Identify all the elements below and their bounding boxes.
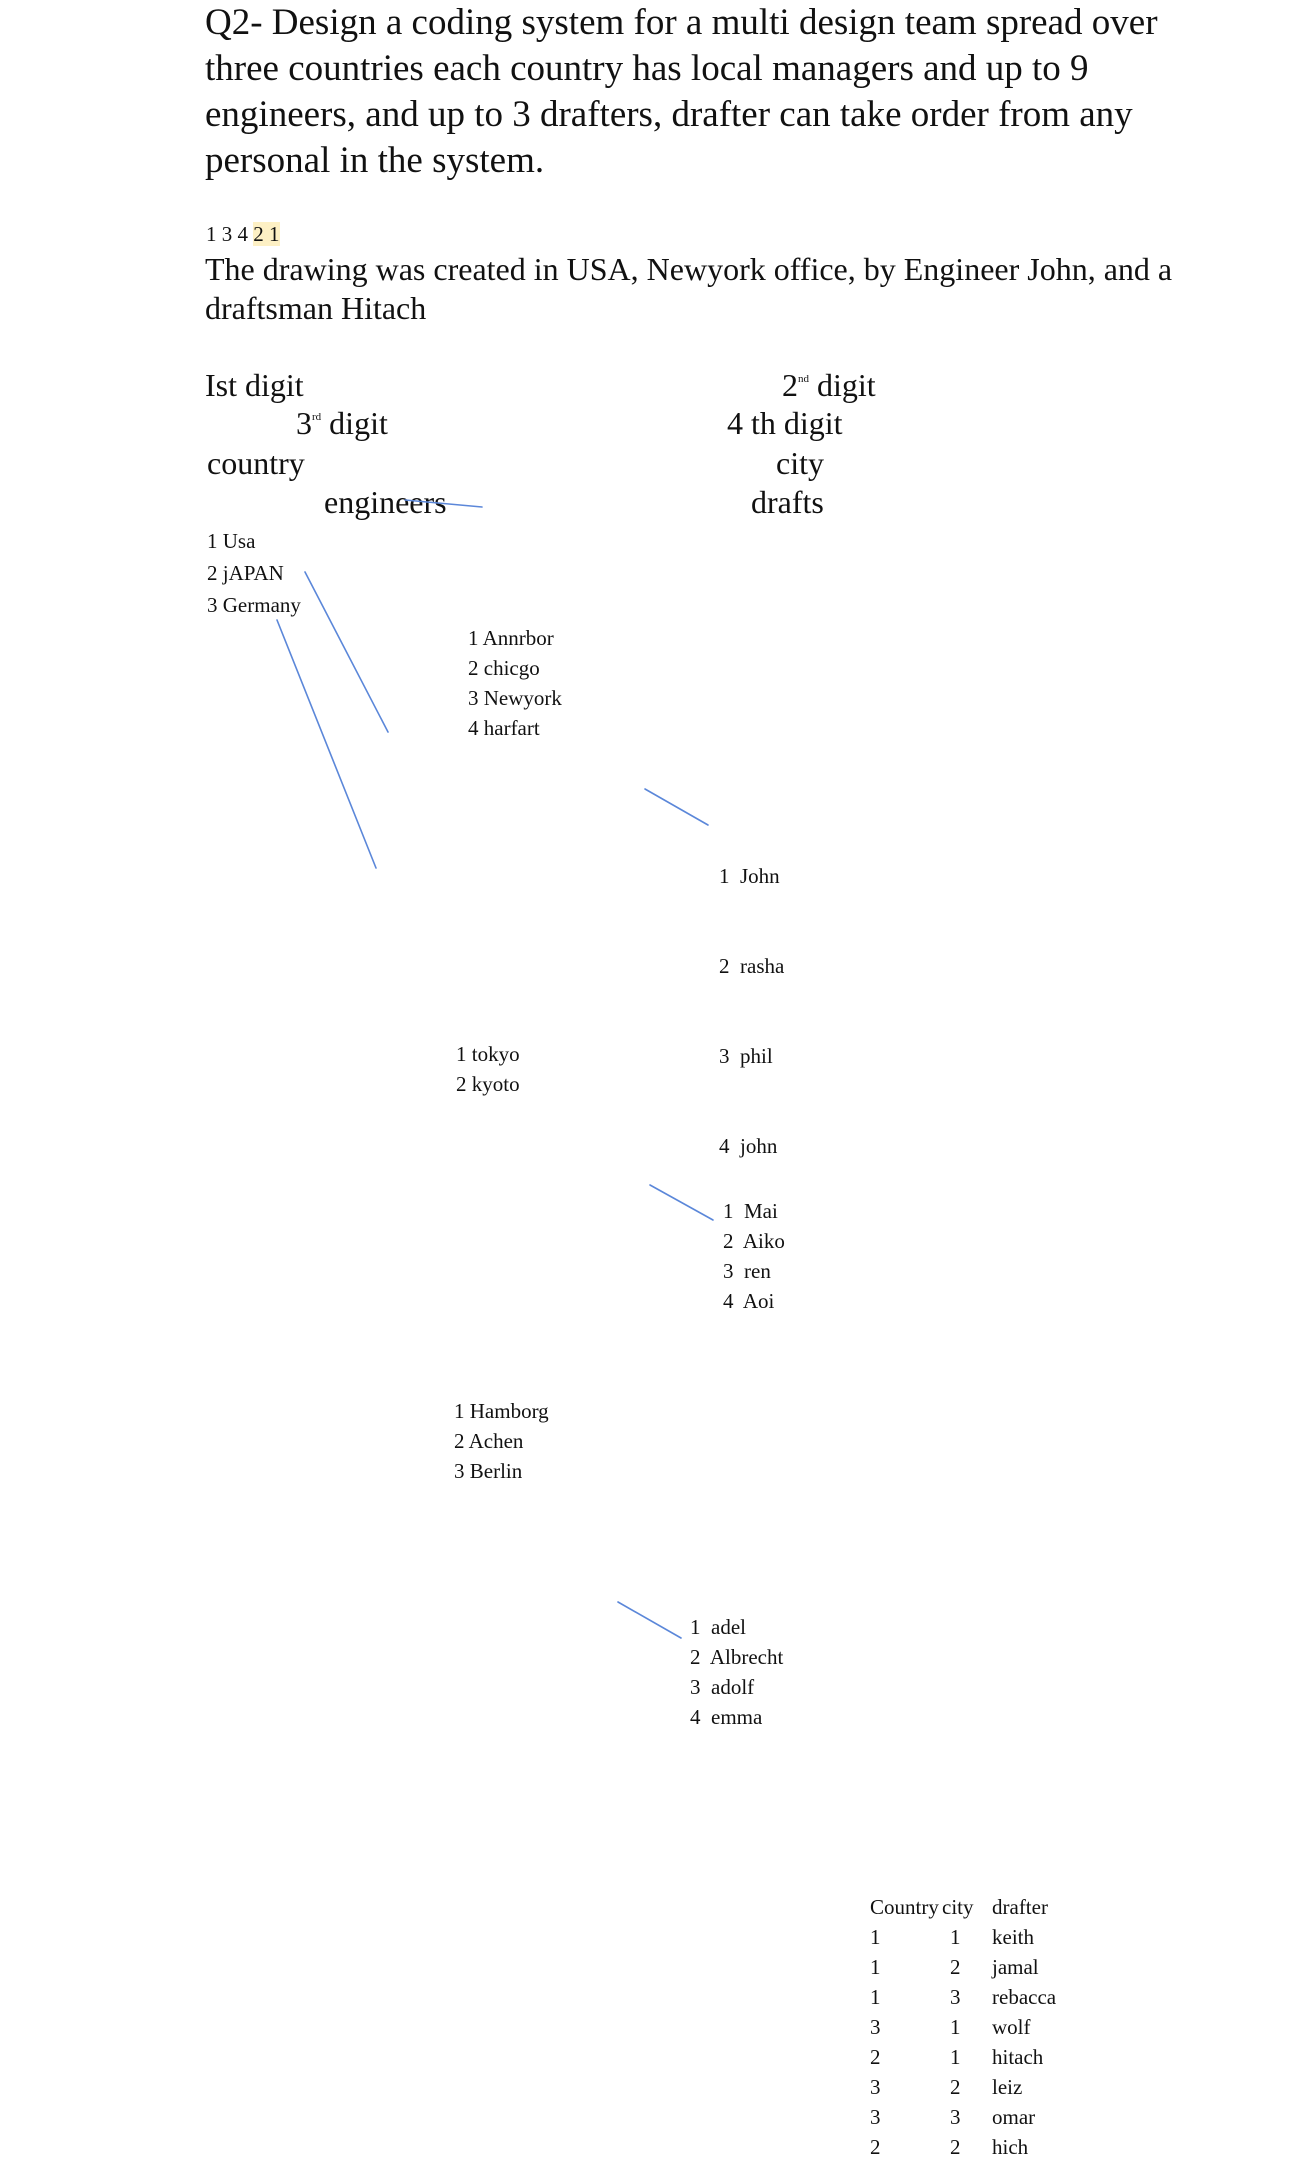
- engineers-label: engineers: [324, 484, 447, 520]
- row-country: 3: [870, 2104, 881, 2129]
- engineer-item: 3 adolf: [690, 1675, 755, 1699]
- row-city: 1: [950, 2014, 961, 2039]
- row-drafter: keith: [992, 1924, 1034, 1949]
- third-digit-number: 3: [296, 405, 312, 441]
- country-label: country: [207, 445, 305, 481]
- city-item: 4 harfart: [468, 716, 540, 740]
- japan-engineer-connector-line: [650, 1185, 713, 1220]
- table-row: [870, 2012, 1056, 2042]
- header-drafter: drafter: [992, 1894, 1048, 1919]
- row-city: 3: [950, 1984, 961, 2009]
- city-item: 3 Berlin: [454, 1459, 523, 1483]
- row-city: 2: [950, 2074, 961, 2099]
- city-item: 2 Achen: [454, 1429, 524, 1453]
- drafter-table: [870, 1892, 1056, 2162]
- third-digit-word: digit: [321, 405, 388, 441]
- row-drafter: omar: [992, 2104, 1036, 2129]
- engineer-item: 2 Aiko: [723, 1229, 785, 1253]
- engineer-item: 1 adel: [690, 1615, 746, 1639]
- example-description: The drawing was created in USA, Newyork office, by Engineer John, and a draftsman Hitach: [205, 251, 1173, 326]
- germany-connector-line: [277, 620, 376, 868]
- code-prefix: 1 3 4: [206, 222, 254, 246]
- city-label: city: [776, 445, 824, 481]
- row-country: 2: [870, 2134, 881, 2159]
- city-item: 3 Newyork: [468, 686, 562, 710]
- germany-engineer-connector-line: [618, 1602, 681, 1638]
- engineer-item: 4 emma: [690, 1705, 763, 1729]
- header-country: Country: [870, 1894, 939, 1919]
- row-city: 3: [950, 2104, 961, 2129]
- engineers-underline-stroke: [405, 500, 482, 507]
- country-item: 2 jAPAN: [207, 561, 284, 585]
- city-item: 2 kyoto: [456, 1072, 520, 1096]
- city-item: 2 chicgo: [468, 656, 540, 680]
- second-digit-suffix: nd: [798, 373, 809, 385]
- engineer-item: 3 phil: [719, 1044, 773, 1068]
- fourth-digit-label: 4 th digit: [727, 405, 843, 441]
- row-country: 1: [870, 1984, 881, 2009]
- drafter-table-header: [870, 1892, 1056, 1922]
- row-country: 3: [870, 2014, 881, 2039]
- third-digit-suffix: rd: [312, 411, 322, 423]
- table-row: [870, 2102, 1056, 2132]
- country-item: 3 Germany: [207, 593, 301, 617]
- row-country: 1: [870, 1924, 881, 1949]
- engineer-item: 2 rasha: [719, 954, 785, 978]
- table-row: [870, 1982, 1056, 2012]
- row-drafter: hitach: [992, 2044, 1044, 2069]
- header-city: city: [942, 1894, 974, 1919]
- table-row: [870, 1952, 1056, 1982]
- table-row: [870, 2132, 1056, 2162]
- second-digit-word: digit: [809, 367, 876, 403]
- question-text: Q2- Design a coding system for a multi design team spread over three countries each country has local managers and up to 9 engineers, and up to 3 drafters, drafter can take order from any personal in the system.: [205, 2, 1158, 181]
- first-digit-label: Ist digit: [205, 367, 304, 403]
- row-country: 1: [870, 1954, 881, 1979]
- row-drafter: jamal: [992, 1954, 1039, 1979]
- second-digit-number: 2: [782, 367, 798, 403]
- code-highlight: 2 1: [253, 222, 280, 246]
- row-drafter: rebacca: [992, 1984, 1057, 2009]
- engineer-item: 1 Mai: [723, 1199, 778, 1223]
- row-drafter: leiz: [992, 2074, 1023, 2099]
- table-row: [870, 1922, 1056, 1952]
- table-row: [870, 2072, 1056, 2102]
- row-drafter: hich: [992, 2134, 1029, 2159]
- row-city: 2: [950, 1954, 961, 1979]
- drafts-label: drafts: [751, 484, 824, 520]
- engineer-item: 3 ren: [723, 1259, 771, 1283]
- row-city: 1: [950, 1924, 961, 1949]
- row-city: 2: [950, 2134, 961, 2159]
- row-country: 3: [870, 2074, 881, 2099]
- city-item: 1 Hamborg: [454, 1399, 549, 1423]
- city-item: 1 Annrbor: [468, 626, 554, 650]
- table-row: [870, 2042, 1056, 2072]
- row-drafter: wolf: [992, 2014, 1031, 2039]
- japan-connector-line: [305, 572, 388, 732]
- country-item: 1 Usa: [207, 529, 256, 553]
- usa-engineer-connector-line: [645, 789, 708, 825]
- city-item: 1 tokyo: [456, 1042, 520, 1066]
- engineer-item: 4 Aoi: [723, 1289, 775, 1313]
- engineer-item: 4 john: [719, 1134, 778, 1158]
- engineer-item: 2 Albrecht: [690, 1645, 784, 1669]
- row-city: 1: [950, 2044, 961, 2069]
- engineer-item: 1 John: [719, 864, 780, 888]
- row-country: 2: [870, 2044, 881, 2069]
